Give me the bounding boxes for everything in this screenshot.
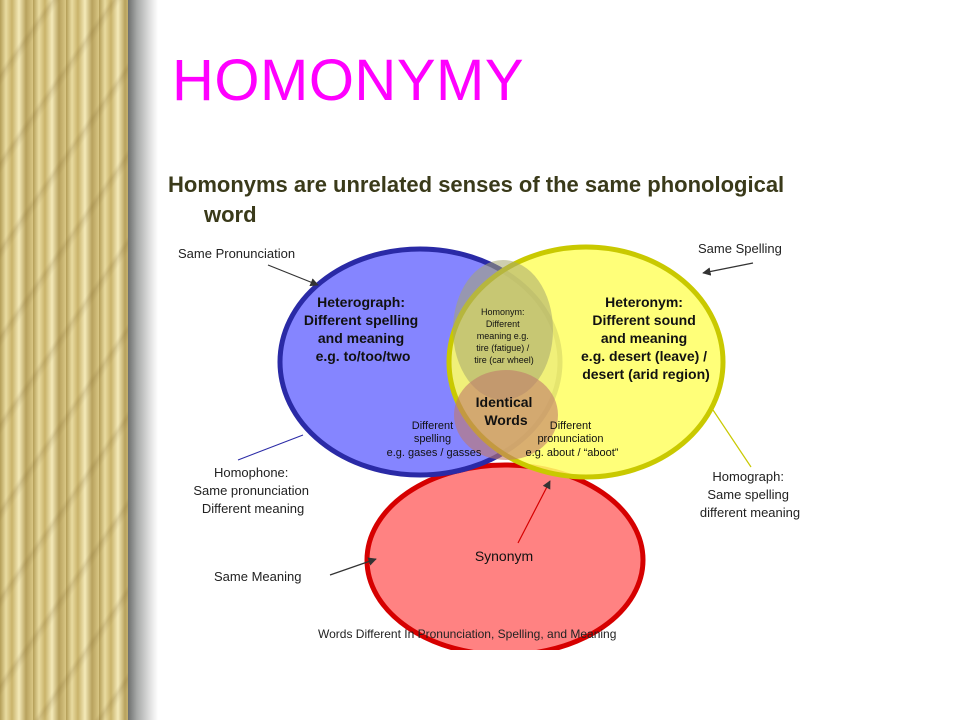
decorative-left-border bbox=[0, 0, 128, 720]
same-spelling-arrow bbox=[703, 263, 753, 273]
heteronym-label: Heteronym: Different sound and meaning e.g. desert (leave) / desert (arid region) bbox=[581, 294, 710, 382]
homograph-leader bbox=[713, 410, 751, 467]
slide-subtitle bbox=[168, 170, 938, 230]
different-spelling-label: Different spelling e.g. gases / gasses bbox=[386, 420, 482, 459]
slide-title: HOMONYMY bbox=[172, 48, 524, 113]
same-pronunciation-arrow bbox=[268, 265, 318, 285]
identical-words-label: Identical Words bbox=[475, 394, 533, 428]
venn-diagram bbox=[168, 235, 823, 650]
footer-caption: Words Different In Pronunciation, Spelling, and Meaning bbox=[318, 627, 617, 641]
decorative-shadow bbox=[128, 0, 158, 720]
same-meaning-callout: Same Meaning bbox=[214, 569, 302, 584]
subtitle-line-1: Homonyms are unrelated senses of the same phonological bbox=[168, 172, 785, 197]
different-pronunciation-label: Different pronunciation e.g. about / “aboot” bbox=[525, 420, 619, 459]
subtitle-line-2: word bbox=[204, 202, 257, 227]
heterograph-label: Heterograph: Different spelling and meaning e.g. to/too/two bbox=[303, 294, 419, 364]
same-pronunciation-callout: Same Pronunciation bbox=[178, 246, 296, 261]
homonym-label: Homonym: Different meaning e.g. tire (fatigue) / tire (car wheel) bbox=[474, 307, 534, 365]
homophone-leader bbox=[238, 435, 303, 460]
same-spelling-callout: Same Spelling bbox=[698, 241, 782, 256]
homophone-callout: Homophone: Same pronunciation Different meaning bbox=[193, 465, 310, 516]
homograph-callout: Homograph: Same spelling different meaning bbox=[699, 469, 801, 520]
synonym-label: Synonym bbox=[474, 548, 534, 564]
